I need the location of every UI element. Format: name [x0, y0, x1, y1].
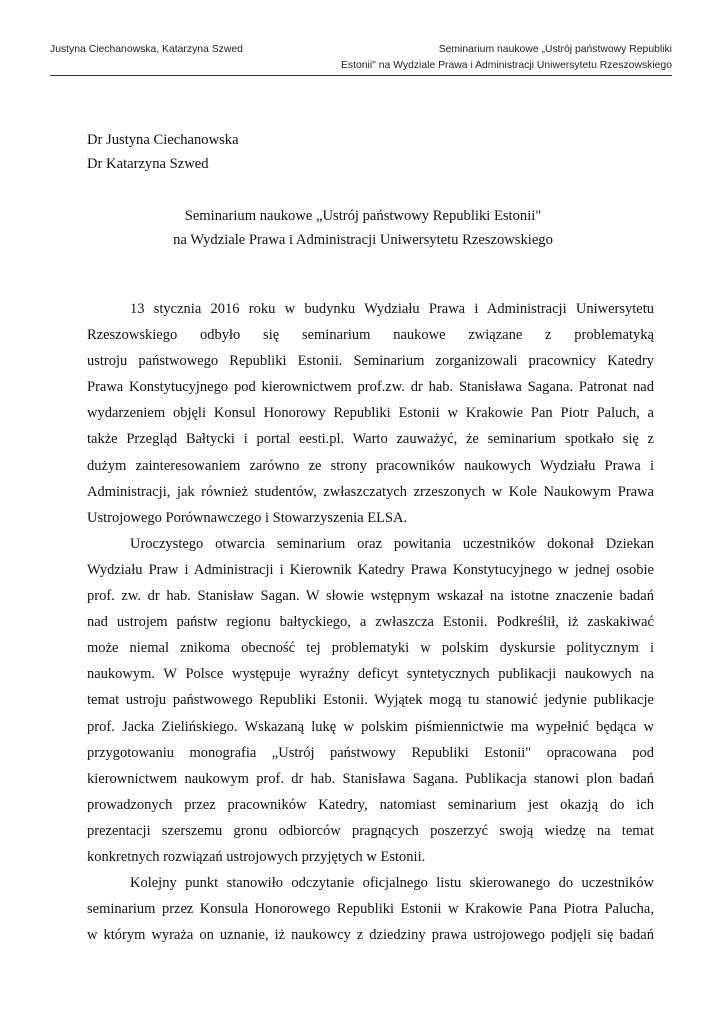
header-title-line-1: Seminarium naukowe „Ustrój państwowy Republiki: [438, 44, 672, 55]
header-title: [341, 42, 672, 74]
text-line: ustroju państwowego Republiki Estonii. Seminarium zorganizowali pracownicy Katedry: [87, 353, 654, 370]
text-line: temat ustroju państwowego Republiki Estonii. Wyjątek mogą tu stanowić jedynie publikacje: [87, 692, 654, 709]
body-paragraph: [87, 296, 654, 531]
header-title-line-2: Estonii" na Wydziale Prawa i Administracji Uniwersytetu Rzeszowskiego: [340, 60, 672, 71]
text-line: może niemal znikoma obecność tej problematyki w polskim dyskursie politycznym i: [87, 640, 654, 657]
author-name: Dr Justyna Ciechanowska: [87, 132, 239, 148]
text-line: także Przegląd Bałtycki i portal eesti.pl. Warto zauważyć, że seminarium spotkało się z: [87, 431, 654, 448]
text-line: kierownictwem naukowym prof. dr hab. Stanisława Sagana. Publikacja stanowi plon badań: [87, 770, 654, 787]
text-line: wydarzeniem objęli Konsul Honorowy Republiki Estonii w Krakowie Pan Piotr Paluch, a: [87, 405, 654, 422]
text-line: w którym wyraża on uznanie, iż naukowcy z dziedziny prawa ustrojowego podjęli się badań: [87, 927, 654, 944]
text-line: prof. zw. dr hab. Stanisław Sagan. W słowie wstępnym wskazał na istotne znaczenie badań: [87, 588, 654, 605]
text-line: Rzeszowskiego odbyło się seminarium naukowe związane z problematyką: [87, 327, 654, 344]
text-line: Prawa Konstytucyjnego pod kierownictwem prof.zw. dr hab. Stanisława Sagana. Patronat nad: [87, 379, 654, 396]
author-list: [87, 128, 239, 176]
text-line: Administracji, jak również studentów, zwłaszczatych zrzeszonych w Kole Naukowym Prawa: [87, 483, 654, 500]
body-paragraph: [87, 531, 654, 870]
text-line: przygotowaniu monografia „Ustrój państwowy Republiki Estonii" opracowana pod: [87, 744, 654, 761]
body-text: [87, 296, 654, 948]
text-line: prof. Jacka Zielińskiego. Wskazaną lukę w polskim piśmiennictwie ma wypełnić będąca w: [87, 718, 654, 735]
text-line: prezentacji szerszemu gronu odbiorców pragnących poszerzyć swoją wiedzę na temat: [87, 822, 654, 839]
text-line: 13 stycznia 2016 roku w budynku Wydziału Prawa i Administracji Uniwersytetu: [130, 301, 654, 317]
header-rule: [50, 75, 672, 76]
title-line-1: Seminarium naukowe „Ustrój państwowy Republiki Estonii": [184, 208, 542, 224]
document-title: [87, 204, 639, 252]
text-line: naukowym. W Polsce występuje wyraźny deficyt syntetycznych publikacji naukowych na: [87, 666, 654, 683]
text-line: Ustrojowego Porównawczego i Stowarzyszenia ELSA.: [87, 509, 408, 526]
text-line: seminarium przez Konsula Honorowego Republiki Estonii w Krakowie Pana Piotra Palucha,: [87, 901, 654, 918]
text-line: Uroczystego otwarcia seminarium oraz powitania uczestników dokonał Dziekan: [130, 535, 654, 552]
text-line: konkretnych rozwiązań ustrojowych przyjętych w Estonii.: [87, 848, 426, 865]
text-line: nad ustrojem państw regionu bałtyckiego, a zwłaszcza Estonii. Podkreślił, iż zaskakiwać: [87, 614, 654, 631]
body-paragraph: [87, 870, 654, 948]
text-line: dużym zainteresowaniem zarówno ze strony pracowników naukowych Wydziału Prawa i: [87, 457, 654, 474]
text-line: Wydziału Praw i Administracji i Kierownik Katedry Prawa Konstytucyjnego w jednej osobie: [87, 561, 654, 578]
title-line-2: na Wydziale Prawa i Administracji Uniwersytetu Rzeszowskiego: [173, 232, 553, 248]
text-line: prowadzonych przez pracowników Katedry, natomiast seminarium jest okazją do ich: [87, 796, 654, 813]
author-name: Dr Katarzyna Szwed: [87, 156, 209, 172]
header-authors: Justyna Ciechanowska, Katarzyna Szwed: [50, 44, 243, 55]
text-line: Kolejny punkt stanowiło odczytanie oficjalnego listu skierowanego do uczestników: [130, 875, 654, 892]
